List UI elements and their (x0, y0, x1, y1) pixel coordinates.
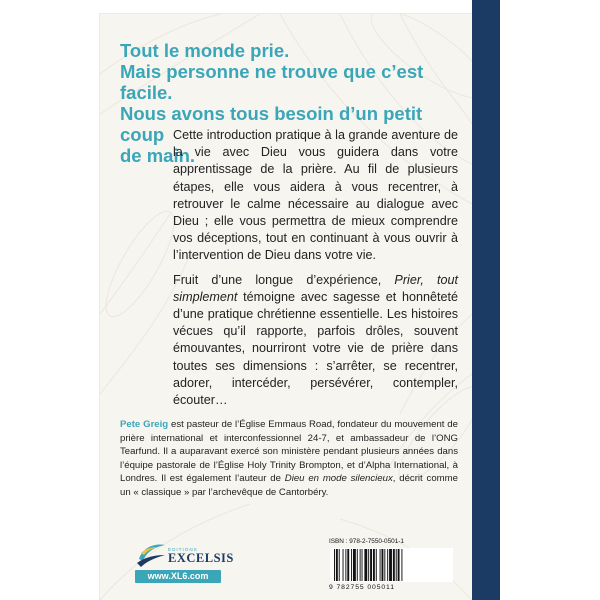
barcode-bar (357, 549, 358, 581)
barcode-bar (339, 549, 340, 581)
book-title: Prier, tout simplement (173, 272, 458, 304)
bio-text: est pasteur de l’Église Emmaus Road, fondateur du mouvement de prière international et interconfessionnel 24-7, et ambassadeur de l’ONG Tearfund. Il a auparavant exercé son ministère pendant plusieurs années dans l’équipe pastorale de l’Église Holy Trinity Brompton, et d’Alpha International, à Londres. Il est également l’auteur de (120, 419, 458, 485)
barcode-bar (373, 549, 375, 581)
description-paragraph-2 (173, 272, 458, 410)
headline-line: de main. (120, 145, 196, 166)
barcode-bar (362, 549, 363, 581)
barcode-bar (393, 549, 395, 581)
barcode-bar (384, 549, 385, 581)
bio-text: , décrit comme un « classique » par l’archevêque de Cantorbéry. (120, 473, 458, 498)
isbn-label: ISBN : 978-2-7550-0501-1 (329, 538, 404, 545)
barcode-bar (376, 549, 377, 581)
description-paragraph-1: Cette introduction pratique à la grande aventure de la vie avec Dieu vous guidera dans votre apprentissage de la prière. Au fil de plusieurs étapes, elle vous aidera à vous recentrer, à retrouver le calme nécessaire au dialogue avec Dieu ; elle vous permettra de mieux comprendre vos déceptions, tout en continuant à vous ouvrir à l’intervention de Dieu dans votre vie. (173, 128, 458, 263)
paragraph-text: Fruit d’une longue d’expérience, (173, 272, 395, 287)
headline-line: Mais personne ne trouve que c’est facile. (120, 61, 424, 103)
barcode-bar (380, 549, 381, 581)
barcode-bar (396, 549, 397, 581)
barcode-bar (401, 549, 402, 581)
barcode-bar (360, 549, 361, 581)
barcode-bar (387, 549, 388, 581)
publisher-main: EXCELSIS (168, 551, 234, 565)
barcode (330, 548, 453, 582)
author-name: Pete Greig (120, 419, 169, 430)
publisher-website: www.XL6.com (135, 570, 221, 583)
barcode-bar (351, 549, 352, 581)
other-book-title: Dieu en mode silencieux (284, 473, 393, 485)
swoosh-icon (135, 537, 167, 569)
barcode-bar (389, 549, 392, 581)
barcode-bar (398, 549, 400, 581)
barcode-bar (368, 549, 369, 581)
description (173, 127, 458, 416)
isbn-digits: 9 782755 005011 (329, 584, 395, 591)
barcode-bar (370, 549, 372, 581)
barcode-bar (336, 549, 338, 581)
barcode-bar (343, 549, 344, 581)
barcode-bar (364, 549, 367, 581)
author-bio (120, 418, 458, 500)
spine-band (472, 0, 500, 600)
headline-line: Tout le monde prie. (120, 40, 290, 61)
publisher-logo (135, 537, 245, 569)
paragraph-text: témoigne avec sagesse et honnêteté d’une pratique chrétienne essentielle. Les histoires vécues qu’il rapporte, parfois drôles, souvent émouvantes, nourriront votre vie de prière dans toutes ses dimensions : s’arrêter, se recentrer, adorer, intercéder, persévérer, contempler, écouter… (173, 289, 458, 408)
barcode-bar (345, 549, 346, 581)
headline-line: Nous avons tous besoin d’un petit coup (120, 103, 423, 145)
barcode-bar (353, 549, 356, 581)
barcode-bar (347, 549, 349, 581)
publisher-name (168, 547, 234, 565)
barcode-bar (382, 549, 384, 581)
cover-page (100, 14, 472, 600)
publisher-sub: ÉDITIONS (168, 547, 198, 552)
barcode-bar (334, 549, 335, 581)
